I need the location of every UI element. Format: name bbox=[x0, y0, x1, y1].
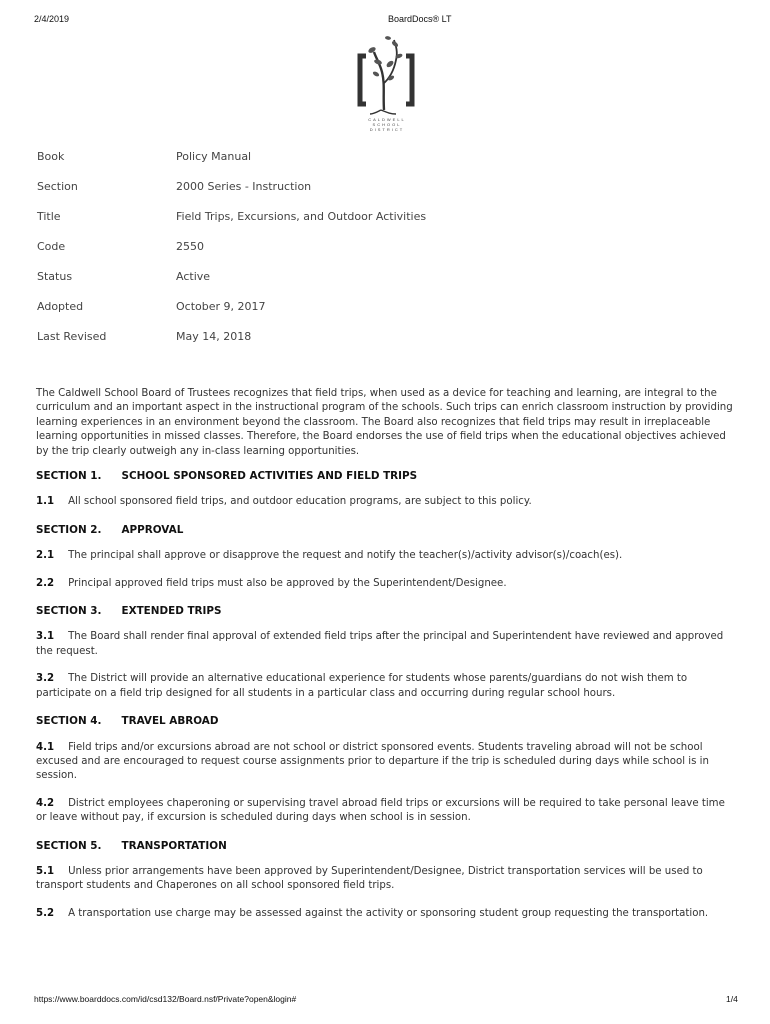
item-text: The principal shall approve or disapprove the request and notify the teacher(s)/activity advisor(s)/coach(es). bbox=[68, 550, 623, 562]
item-text: The Board shall render final approval of extended field trips after the principal and Superintendent have reviewed and approved the request. bbox=[36, 631, 724, 657]
logo-text bbox=[354, 117, 420, 132]
policy-item bbox=[36, 577, 736, 591]
meta-label: Adopted bbox=[37, 300, 84, 313]
meta-row-code bbox=[37, 240, 737, 270]
item-text: All school sponsored field trips, and outdoor education programs, are subject to this policy. bbox=[68, 496, 532, 508]
item-text: Field trips and/or excursions abroad are not school or district sponsored events. Students traveling abroad will not be school excused and are encouraged to request course assignments prior to departure if the trip is scheduled during days while school is in session. bbox=[36, 741, 709, 782]
meta-label: Code bbox=[37, 240, 66, 253]
section-label: SECTION 3. bbox=[36, 605, 102, 618]
section-heading bbox=[36, 839, 736, 853]
item-number: 3.2 bbox=[36, 673, 55, 685]
page-number: 1/4 bbox=[726, 994, 738, 1004]
meta-label: Section bbox=[37, 180, 78, 193]
section-heading bbox=[36, 523, 736, 537]
section-title: EXTENDED TRIPS bbox=[121, 605, 222, 618]
item-number: 4.1 bbox=[36, 741, 55, 753]
policy-item bbox=[36, 672, 736, 701]
section-title: TRAVEL ABROAD bbox=[121, 715, 219, 728]
item-text: The District will provide an alternative educational experience for students whose parents/guardians do not wish them to participate on a field trip designed for all students in a particular class and occurring during regular school hours. bbox=[36, 673, 688, 699]
meta-label: Book bbox=[37, 150, 65, 163]
item-text: Unless prior arrangements have been approved by Superintendent/Designee, District transportation services will be used to transport students and Chaperones on all school sponsored field trips. bbox=[36, 865, 703, 892]
item-number: 4.2 bbox=[36, 797, 55, 809]
section-heading bbox=[36, 714, 736, 728]
meta-label: Last Revised bbox=[37, 330, 107, 343]
meta-value: Field Trips, Excursions, and Outdoor Activities bbox=[176, 210, 427, 223]
policy-item bbox=[36, 549, 736, 563]
item-number: 2.2 bbox=[36, 577, 55, 589]
item-number: 5.2 bbox=[36, 907, 55, 919]
policy-item bbox=[36, 630, 736, 659]
section-title: SCHOOL SPONSORED ACTIVITIES AND FIELD TRIPS bbox=[121, 470, 418, 483]
section-title: TRANSPORTATION bbox=[121, 839, 227, 852]
meta-row-title bbox=[37, 210, 737, 240]
item-number: 1.1 bbox=[36, 496, 55, 508]
logo-text-line2: SCHOOL DISTRICT bbox=[369, 122, 405, 132]
meta-row-book bbox=[37, 150, 737, 180]
policy-item bbox=[36, 495, 736, 509]
meta-value: May 14, 2018 bbox=[176, 330, 252, 343]
meta-label: Status bbox=[37, 270, 73, 283]
item-text: A transportation use charge may be assessed against the activity or sponsoring student group requesting the transportation. bbox=[68, 907, 709, 919]
policy-body bbox=[36, 387, 736, 934]
policy-item bbox=[36, 865, 736, 894]
intro-paragraph: The Caldwell School Board of Trustees recognizes that field trips, when used as a device for teaching and learning, are integral to the curriculum and an important aspect in the instructional program of the schools. Such trips can enrich classroom instruction by providing learning experiences in an environment beyond the classroom. The Board also recognizes that field trips may result in irreplaceable learning opportunities in missed classes. Therefore, the Board endorses the use of field trips when the educational objectives achieved by the trip clearly outweigh any in-class learning opportunities. bbox=[36, 388, 733, 457]
item-text: Principal approved field trips must also be approved by the Superintendent/Designee. bbox=[68, 577, 507, 589]
policy-item bbox=[36, 797, 736, 826]
meta-value: 2550 bbox=[176, 240, 204, 253]
print-date: 2/4/2019 bbox=[34, 14, 70, 24]
app-title: BoardDocs® LT bbox=[388, 14, 452, 24]
policy-item bbox=[36, 741, 736, 784]
meta-row-section bbox=[37, 180, 737, 210]
page-url: https://www.boarddocs.com/id/csd132/Board.nsf/Private?open&login# bbox=[34, 994, 297, 1004]
section-label: SECTION 4. bbox=[36, 715, 102, 728]
meta-value: 2000 Series - Instruction bbox=[176, 180, 312, 193]
section-heading bbox=[36, 604, 736, 618]
meta-value: October 9, 2017 bbox=[176, 300, 266, 313]
meta-row-last-revised bbox=[37, 330, 737, 360]
policy-metadata bbox=[37, 150, 737, 360]
meta-row-adopted bbox=[37, 300, 737, 330]
item-number: 5.1 bbox=[36, 865, 55, 877]
meta-value: Active bbox=[176, 270, 211, 283]
section-heading bbox=[36, 469, 736, 483]
meta-label: Title bbox=[37, 210, 61, 223]
section-label: SECTION 2. bbox=[36, 523, 102, 536]
item-number: 3.1 bbox=[36, 631, 55, 643]
logo-text-line1: CALDWELL bbox=[368, 117, 406, 122]
policy-item bbox=[36, 907, 736, 921]
meta-value: Policy Manual bbox=[176, 150, 252, 163]
item-text: District employees chaperoning or supervising travel abroad field trips or excursions will be required to take personal leave time or leave without pay, if excursion is scheduled during days when school is in session. bbox=[36, 797, 725, 824]
item-number: 2.1 bbox=[36, 550, 55, 562]
caldwell-tree-logo-icon bbox=[352, 34, 420, 130]
section-title: APPROVAL bbox=[121, 523, 184, 536]
meta-row-status bbox=[37, 270, 737, 300]
section-label: SECTION 5. bbox=[36, 839, 102, 852]
section-label: SECTION 1. bbox=[36, 470, 102, 483]
